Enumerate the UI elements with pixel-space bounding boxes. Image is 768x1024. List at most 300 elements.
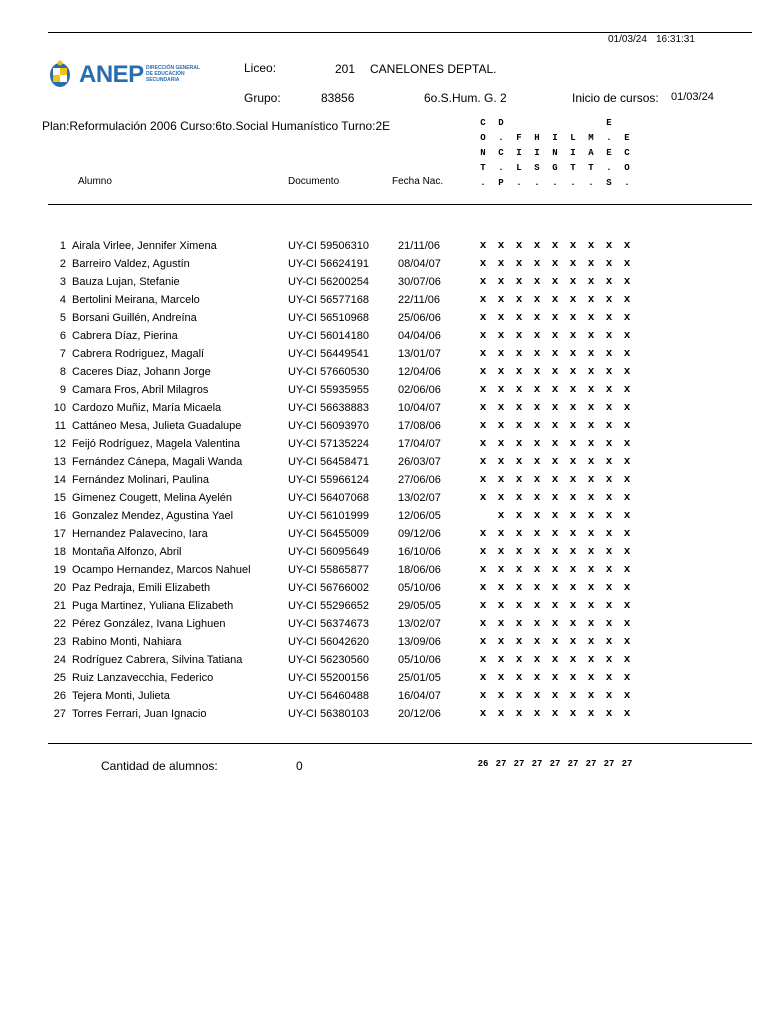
subject-mark: x — [551, 348, 559, 360]
subject-header-letter: M — [588, 133, 594, 143]
subject-mark: x — [605, 564, 613, 576]
subject-mark: x — [533, 276, 541, 288]
student-document: UY-CI 56638883 — [288, 402, 369, 414]
student-birthdate: 17/04/07 — [398, 438, 441, 450]
subject-mark: x — [497, 600, 505, 612]
student-name: Cattáneo Mesa, Julieta Guadalupe — [72, 420, 242, 432]
subject-mark: x — [551, 546, 559, 558]
subject-mark: x — [551, 510, 559, 522]
student-birthdate: 09/12/06 — [398, 528, 441, 540]
subject-header-letter: A — [588, 148, 594, 158]
grupo-number: 83856 — [321, 91, 355, 105]
subject-mark: x — [605, 600, 613, 612]
subject-mark: x — [515, 582, 523, 594]
subject-mark: x — [551, 240, 559, 252]
subject-mark: x — [497, 618, 505, 630]
student-document: UY-CI 57660530 — [288, 366, 369, 378]
subject-mark: x — [533, 384, 541, 396]
subject-mark: x — [623, 510, 631, 522]
student-name: Caceres Diaz, Johann Jorge — [72, 366, 211, 378]
subject-mark: x — [587, 438, 595, 450]
subject-mark: x — [533, 438, 541, 450]
subject-mark: x — [587, 582, 595, 594]
subject-mark: x — [515, 528, 523, 540]
subject-mark: x — [605, 690, 613, 702]
student-birthdate: 04/04/06 — [398, 330, 441, 342]
subject-mark: x — [587, 384, 595, 396]
row-number: 4 — [59, 294, 66, 306]
subject-mark: x — [569, 546, 577, 558]
logo-wordmark: ANEP — [79, 61, 144, 88]
subject-header-letter: . — [534, 178, 540, 188]
student-birthdate: 12/06/05 — [398, 510, 441, 522]
subject-mark: x — [533, 240, 541, 252]
subject-mark: x — [515, 546, 523, 558]
student-document: UY-CI 56380103 — [288, 708, 369, 720]
subject-header-letter: E — [606, 148, 612, 158]
subject-mark: x — [533, 654, 541, 666]
subject-mark: x — [605, 294, 613, 306]
table-row — [48, 474, 752, 492]
subject-mark: x — [515, 402, 523, 414]
anep-logo — [48, 60, 208, 92]
subject-mark: x — [587, 546, 595, 558]
student-birthdate: 17/08/06 — [398, 420, 441, 432]
column-total: 27 — [495, 759, 507, 769]
subject-mark: x — [479, 474, 487, 486]
student-document: UY-CI 57135224 — [288, 438, 369, 450]
subject-mark: x — [533, 348, 541, 360]
student-birthdate: 12/04/06 — [398, 366, 441, 378]
student-document: UY-CI 56455009 — [288, 528, 369, 540]
subject-mark: x — [479, 240, 487, 252]
subject-mark: x — [587, 636, 595, 648]
subject-mark: x — [587, 600, 595, 612]
subject-mark: x — [569, 276, 577, 288]
subject-mark: x — [533, 294, 541, 306]
subject-mark: x — [479, 402, 487, 414]
subject-mark: x — [551, 600, 559, 612]
subject-mark: x — [515, 294, 523, 306]
subject-mark: x — [497, 348, 505, 360]
table-row — [48, 330, 752, 348]
subject-header-letter: O — [480, 133, 486, 143]
student-birthdate: 22/11/06 — [398, 294, 441, 306]
subject-mark: x — [605, 402, 613, 414]
subject-header-letter: . — [498, 133, 504, 143]
table-row — [48, 582, 752, 600]
subject-mark: x — [551, 402, 559, 414]
row-number: 23 — [53, 636, 66, 648]
student-birthdate: 29/05/05 — [398, 600, 441, 612]
subject-mark: x — [515, 708, 523, 720]
subject-mark: x — [497, 564, 505, 576]
subject-mark: x — [515, 276, 523, 288]
subject-mark: x — [569, 528, 577, 540]
subject-mark: x — [605, 456, 613, 468]
subject-mark: x — [569, 510, 577, 522]
liceo-label: Liceo: — [244, 61, 277, 75]
subject-mark: x — [587, 276, 595, 288]
subject-mark: x — [479, 330, 487, 342]
subject-mark: x — [551, 438, 559, 450]
student-birthdate: 30/07/06 — [398, 276, 441, 288]
student-name: Fernández Cánepa, Magali Wanda — [72, 456, 243, 468]
table-row — [48, 312, 752, 330]
student-document: UY-CI 56101999 — [288, 510, 369, 522]
print-date: 01/03/24 — [608, 34, 647, 45]
student-name: Pérez González, Ivana Lighuen — [72, 618, 226, 630]
student-document: UY-CI 56577168 — [288, 294, 369, 306]
subject-mark: x — [587, 690, 595, 702]
subject-mark: x — [587, 366, 595, 378]
logo-subtitle: DIRECCIÓN GENERAL DE EDUCACIÓN SECUNDARIA — [146, 65, 200, 83]
student-birthdate: 16/10/06 — [398, 546, 441, 558]
student-document: UY-CI 56374673 — [288, 618, 369, 630]
subject-mark: x — [515, 600, 523, 612]
subject-mark: x — [623, 312, 631, 324]
subject-mark: x — [497, 582, 505, 594]
column-total: 27 — [513, 759, 525, 769]
subject-mark: x — [569, 474, 577, 486]
subject-mark: x — [479, 456, 487, 468]
row-number: 6 — [59, 330, 66, 342]
subject-mark: x — [533, 510, 541, 522]
subject-mark: x — [533, 492, 541, 504]
subject-mark: x — [533, 528, 541, 540]
subject-mark: x — [515, 384, 523, 396]
subject-mark: x — [533, 672, 541, 684]
subject-mark: x — [515, 618, 523, 630]
subject-mark: x — [533, 312, 541, 324]
subject-mark: x — [587, 618, 595, 630]
subject-mark: x — [605, 708, 613, 720]
row-number: 18 — [53, 546, 66, 558]
subject-mark: x — [515, 240, 523, 252]
subject-header-letter: T — [588, 163, 594, 173]
subject-mark: x — [587, 564, 595, 576]
subject-mark: x — [623, 258, 631, 270]
subject-mark: x — [587, 240, 595, 252]
student-document: UY-CI 56407068 — [288, 492, 369, 504]
footer-divider — [48, 743, 752, 744]
student-document: UY-CI 55935955 — [288, 384, 369, 396]
student-birthdate: 08/04/07 — [398, 258, 441, 270]
student-birthdate: 18/06/06 — [398, 564, 441, 576]
table-row — [48, 294, 752, 312]
subject-mark: x — [497, 672, 505, 684]
student-name: Hernandez Palavecino, Iara — [72, 528, 208, 540]
subject-header-letter: F — [516, 133, 522, 143]
subject-mark: x — [533, 456, 541, 468]
subject-mark: x — [605, 546, 613, 558]
row-number: 10 — [53, 402, 66, 414]
header-divider — [48, 204, 752, 205]
subject-header-letter: L — [570, 133, 576, 143]
subject-mark: x — [623, 474, 631, 486]
student-document: UY-CI 59506310 — [288, 240, 369, 252]
subject-mark: x — [623, 690, 631, 702]
subject-mark: x — [605, 258, 613, 270]
subject-header-letter: . — [570, 178, 576, 188]
subject-header-letter: . — [588, 178, 594, 188]
student-name: Fernández Molinari, Paulina — [72, 474, 209, 486]
student-document: UY-CI 56042620 — [288, 636, 369, 648]
row-number: 16 — [53, 510, 66, 522]
subject-mark: x — [551, 528, 559, 540]
table-row — [48, 708, 752, 726]
subject-mark: x — [551, 654, 559, 666]
subject-mark: x — [551, 474, 559, 486]
student-birthdate: 13/01/07 — [398, 348, 441, 360]
row-number: 25 — [53, 672, 66, 684]
subject-header-letter: H — [534, 133, 540, 143]
subject-mark: x — [533, 690, 541, 702]
student-name: Cabrera Díaz, Pierina — [72, 330, 178, 342]
subject-mark: x — [551, 672, 559, 684]
subject-mark: x — [515, 492, 523, 504]
subject-mark: x — [515, 258, 523, 270]
student-document: UY-CI 55966124 — [288, 474, 369, 486]
subject-mark: x — [515, 420, 523, 432]
student-name: Paz Pedraja, Emili Elizabeth — [72, 582, 211, 594]
subject-mark: x — [533, 636, 541, 648]
student-name: Gonzalez Mendez, Agustina Yael — [72, 510, 234, 522]
subject-mark: x — [515, 474, 523, 486]
subject-mark: x — [479, 600, 487, 612]
subject-mark: x — [587, 402, 595, 414]
table-row — [48, 420, 752, 438]
student-name: Ocampo Hernandez, Marcos Nahuel — [72, 564, 251, 576]
subject-header-letter: O — [624, 163, 630, 173]
subject-mark: x — [605, 312, 613, 324]
table-row — [48, 564, 752, 582]
subject-mark: x — [587, 330, 595, 342]
subject-mark: x — [587, 348, 595, 360]
row-number: 12 — [53, 438, 66, 450]
subject-mark: x — [623, 582, 631, 594]
table-row — [48, 492, 752, 510]
student-document: UY-CI 55296652 — [288, 600, 369, 612]
grupo-label: Grupo: — [244, 91, 281, 105]
subject-mark: x — [515, 690, 523, 702]
subject-header-letter: C — [480, 118, 486, 128]
subject-header-letter: L — [516, 163, 522, 173]
student-birthdate: 16/04/07 — [398, 690, 441, 702]
subject-mark: x — [479, 564, 487, 576]
subject-mark: x — [551, 258, 559, 270]
subject-mark: x — [515, 636, 523, 648]
student-birthdate: 02/06/06 — [398, 384, 441, 396]
column-total: 27 — [549, 759, 561, 769]
student-document: UY-CI 56200254 — [288, 276, 369, 288]
row-number: 3 — [59, 276, 66, 288]
table-row — [48, 618, 752, 636]
count-label: Cantidad de alumnos: — [101, 759, 218, 773]
subject-mark: x — [479, 438, 487, 450]
subject-header-letter: . — [606, 163, 612, 173]
row-number: 9 — [59, 384, 66, 396]
row-number: 1 — [59, 240, 66, 252]
subject-mark: x — [623, 654, 631, 666]
student-birthdate: 05/10/06 — [398, 582, 441, 594]
subject-mark: x — [497, 510, 505, 522]
subject-mark: x — [623, 384, 631, 396]
subject-mark: x — [533, 420, 541, 432]
subject-mark: x — [479, 672, 487, 684]
subject-header-letter: N — [480, 148, 486, 158]
subject-mark: x — [569, 618, 577, 630]
subject-mark: x — [479, 618, 487, 630]
subject-mark: x — [569, 258, 577, 270]
student-document: UY-CI 56460488 — [288, 690, 369, 702]
row-number: 17 — [53, 528, 66, 540]
subject-header-letter: C — [498, 148, 504, 158]
subject-header-letter: . — [624, 178, 630, 188]
table-row — [48, 240, 752, 258]
subject-mark: x — [605, 528, 613, 540]
student-name: Rabino Monti, Nahiara — [72, 636, 182, 648]
student-birthdate: 10/04/07 — [398, 402, 441, 414]
student-document: UY-CI 56458471 — [288, 456, 369, 468]
table-row — [48, 600, 752, 618]
subject-header-letter: . — [498, 163, 504, 173]
subject-mark: x — [605, 654, 613, 666]
subject-mark: x — [479, 492, 487, 504]
subject-mark: x — [479, 312, 487, 324]
subject-header-letter: I — [534, 148, 540, 158]
table-row — [48, 672, 752, 690]
subject-mark: x — [515, 312, 523, 324]
student-name: Rodríguez Cabrera, Silvina Tatiana — [72, 654, 243, 666]
subject-mark: x — [533, 564, 541, 576]
subject-mark: x — [623, 240, 631, 252]
subject-header-letter: P — [498, 178, 504, 188]
subject-mark: x — [623, 294, 631, 306]
subject-mark: x — [497, 402, 505, 414]
liceo-number: 201 — [335, 62, 356, 76]
subject-mark: x — [587, 294, 595, 306]
student-name: Airala Virlee, Jennifer Ximena — [72, 240, 217, 252]
table-row — [48, 528, 752, 546]
subject-mark: x — [479, 636, 487, 648]
student-name: Borsani Guillén, Andreína — [72, 312, 197, 324]
subject-mark: x — [497, 474, 505, 486]
subject-mark: x — [587, 510, 595, 522]
student-document: UY-CI 56766002 — [288, 582, 369, 594]
student-birthdate: 13/09/06 — [398, 636, 441, 648]
subject-mark: x — [623, 330, 631, 342]
subject-mark: x — [515, 672, 523, 684]
subject-mark: x — [605, 240, 613, 252]
subject-mark: x — [497, 654, 505, 666]
subject-mark: x — [623, 492, 631, 504]
subject-mark: x — [551, 618, 559, 630]
subject-header-letter: . — [480, 178, 486, 188]
subject-mark: x — [569, 708, 577, 720]
subject-mark: x — [479, 258, 487, 270]
subject-mark: x — [587, 492, 595, 504]
inicio-label: Inicio de cursos: — [572, 91, 659, 105]
subject-mark: x — [605, 348, 613, 360]
subject-mark: x — [551, 636, 559, 648]
subject-mark: x — [569, 582, 577, 594]
table-row — [48, 438, 752, 456]
student-name: Gimenez Cougett, Melina Ayelén — [72, 492, 232, 504]
student-name: Cabrera Rodriguez, Magalí — [72, 348, 205, 360]
grupo-name: 6o.S.Hum. G. 2 — [424, 91, 507, 105]
subject-mark: x — [533, 708, 541, 720]
row-number: 22 — [53, 618, 66, 630]
student-name: Camara Fros, Abril Milagros — [72, 384, 209, 396]
student-birthdate: 25/01/05 — [398, 672, 441, 684]
subject-mark: x — [587, 528, 595, 540]
subject-mark: x — [605, 438, 613, 450]
subject-mark: x — [479, 690, 487, 702]
table-row — [48, 510, 752, 528]
subject-mark: x — [623, 438, 631, 450]
subject-mark: x — [479, 420, 487, 432]
subject-mark: x — [587, 456, 595, 468]
subject-mark: x — [533, 330, 541, 342]
subject-mark: x — [497, 258, 505, 270]
student-document: UY-CI 56510968 — [288, 312, 369, 324]
table-row — [48, 654, 752, 672]
subject-header-letter: I — [516, 148, 522, 158]
table-row — [48, 636, 752, 654]
row-number: 19 — [53, 564, 66, 576]
subject-mark: x — [551, 420, 559, 432]
subject-mark: x — [551, 384, 559, 396]
subject-mark: x — [623, 528, 631, 540]
subject-mark: x — [479, 654, 487, 666]
subject-mark: x — [479, 582, 487, 594]
subject-mark: x — [515, 510, 523, 522]
subject-header-letter: T — [480, 163, 486, 173]
subject-mark: x — [551, 456, 559, 468]
row-number: 20 — [53, 582, 66, 594]
plan-line: Plan:Reformulación 2006 Curso:6to.Social Humanístico Turno:2E — [42, 119, 391, 133]
subject-mark: x — [497, 294, 505, 306]
table-row — [48, 384, 752, 402]
subject-mark: x — [479, 276, 487, 288]
subject-mark: x — [569, 402, 577, 414]
subject-mark: x — [605, 510, 613, 522]
subject-mark: x — [623, 456, 631, 468]
subject-header-letter: S — [534, 163, 540, 173]
row-number: 2 — [59, 258, 66, 270]
subject-mark: x — [623, 366, 631, 378]
table-row — [48, 348, 752, 366]
student-name: Bauza Lujan, Stefanie — [72, 276, 180, 288]
subject-mark: x — [605, 582, 613, 594]
subject-mark: x — [605, 420, 613, 432]
col-fecha: Fecha Nac. — [392, 176, 444, 187]
subject-header-letter: . — [552, 178, 558, 188]
student-name: Bertolini Meirana, Marcelo — [72, 294, 200, 306]
subject-header-letter: T — [570, 163, 576, 173]
subject-mark: x — [605, 618, 613, 630]
subject-mark: x — [569, 330, 577, 342]
subject-header-letter: I — [552, 133, 558, 143]
subject-mark: x — [551, 366, 559, 378]
top-divider — [48, 32, 752, 33]
subject-mark: x — [479, 366, 487, 378]
student-birthdate: 25/06/06 — [398, 312, 441, 324]
student-document: UY-CI 55200156 — [288, 672, 369, 684]
column-total: 26 — [477, 759, 489, 769]
col-alumno: Alumno — [78, 176, 112, 187]
